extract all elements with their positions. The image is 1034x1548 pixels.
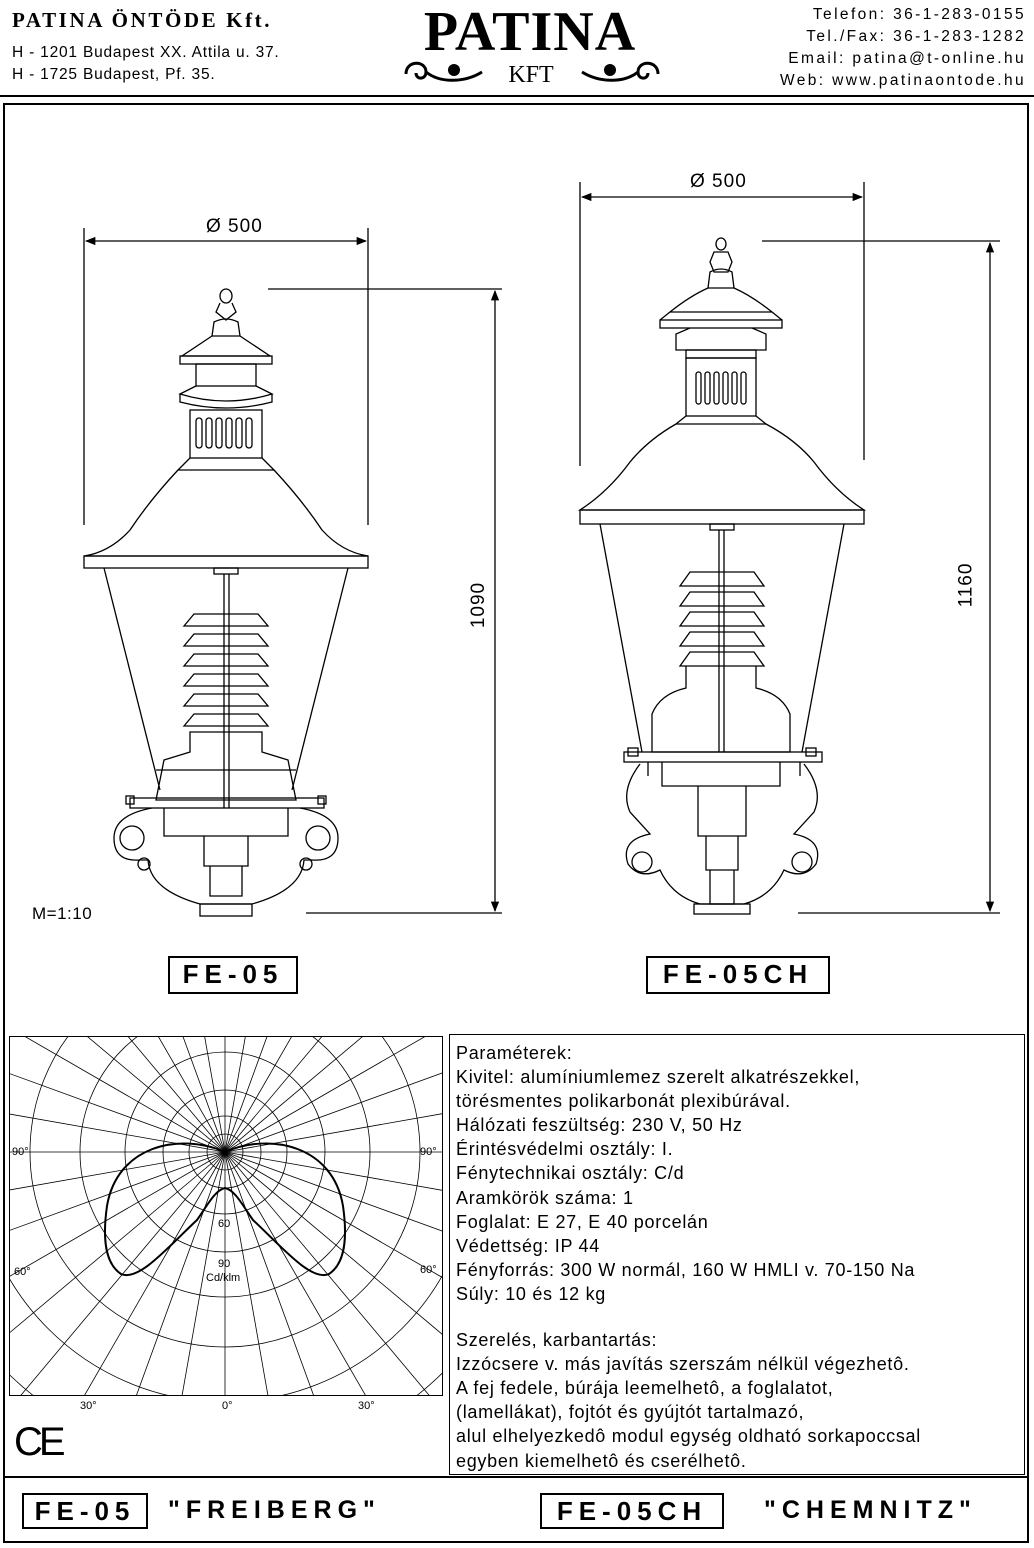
polar-bottom-0: 0° [222, 1400, 233, 1412]
polar-ring-60: 60 [218, 1218, 231, 1230]
param-line: Aramkörök száma: 1 [456, 1187, 634, 1208]
left-height-label: 1090 [468, 581, 490, 629]
param-line: Súly: 10 és 12 kg [456, 1283, 606, 1304]
param-line: Fényforrás: 300 W normál, 160 W HMLI v. 70-150 Na [456, 1259, 916, 1280]
polar-unit: Cd/klm [206, 1272, 241, 1284]
polar-label-90-left: 90° [12, 1146, 29, 1158]
lamp-fe05 [84, 228, 502, 916]
model-label-right: FE-05CH [646, 956, 830, 994]
lamp-fe05ch [580, 182, 1000, 914]
polar-bottom-30-right: 30° [358, 1400, 375, 1412]
phone: Telefon: 36-1-283-0155 [812, 6, 1026, 23]
ce-mark: CE [14, 1420, 62, 1464]
param-line: (lamellákat), fojtót és gyújtót tartalmazó, [456, 1402, 805, 1423]
param-line: Paraméterek: [456, 1043, 573, 1063]
polar-ring-90: 90 [218, 1258, 231, 1270]
model-label-left: FE-05 [168, 956, 298, 994]
email: Email: patina@t-online.hu [788, 50, 1026, 67]
footer-name-2: "CHEMNITZ" [764, 1496, 977, 1524]
footer-model-2: FE-05CH [540, 1493, 724, 1529]
polar-diagram [9, 1036, 443, 1396]
fax: Tel./Fax: 36-1-283-1282 [806, 28, 1026, 45]
parameters-box [449, 1034, 1025, 1475]
footer-divider [4, 1476, 1028, 1478]
address-line-1: H - 1201 Budapest XX. Attila u. 37. [12, 44, 280, 61]
param-line: Érintésvédelmi osztály: I. [456, 1139, 674, 1160]
brand-subtitle: KFT [508, 62, 554, 88]
polar-bottom-30-left: 30° [80, 1400, 97, 1412]
param-line: Kivitel: alumíniumlemez szerelt alkatrészekkel, [456, 1067, 861, 1088]
company-name: PATINA ÖNTÖDE Kft. [12, 8, 273, 32]
polar-label-60-left: 60° [14, 1266, 31, 1278]
param-line: Védettség: IP 44 [456, 1235, 600, 1256]
param-line: Fénytechnikai osztály: C/d [456, 1163, 685, 1184]
polar-label-60-right: 60° [420, 1264, 437, 1276]
param-line: Izzócsere v. más javítás szerszám nélkül végezhetô. [456, 1354, 910, 1375]
website: Web: www.patinaontode.hu [779, 72, 1026, 89]
param-line: alul elhelyezkedô modul egység oldható sorkapoccsal [456, 1426, 921, 1447]
polar-label-90-right: 90° [420, 1146, 437, 1158]
footer-name-1: "FREIBERG" [168, 1496, 381, 1524]
param-line: Hálózati feszültség: 230 V, 50 Hz [456, 1115, 743, 1136]
param-line: A fej fedele, búrája leemelhetô, a foglalatot, [456, 1378, 834, 1399]
address-line-2: H - 1725 Budapest, Pf. 35. [12, 66, 216, 83]
left-diameter-label: Ø 500 [206, 216, 263, 237]
right-diameter-label: Ø 500 [690, 171, 747, 192]
footer-model-1: FE-05 [22, 1493, 148, 1529]
param-line: Foglalat: E 27, E 40 porcelán [456, 1211, 709, 1232]
param-line: Szerelés, karbantartás: [456, 1330, 658, 1351]
brand-logo: PATINA [423, 1, 637, 63]
right-height-label: 1160 [955, 562, 977, 608]
param-line: egyben kiemelhetô és cserélhetô. [456, 1450, 747, 1471]
scale-label: M=1:10 [32, 904, 93, 923]
param-line: törésmentes polikarbonát plexibúrával. [456, 1091, 791, 1112]
